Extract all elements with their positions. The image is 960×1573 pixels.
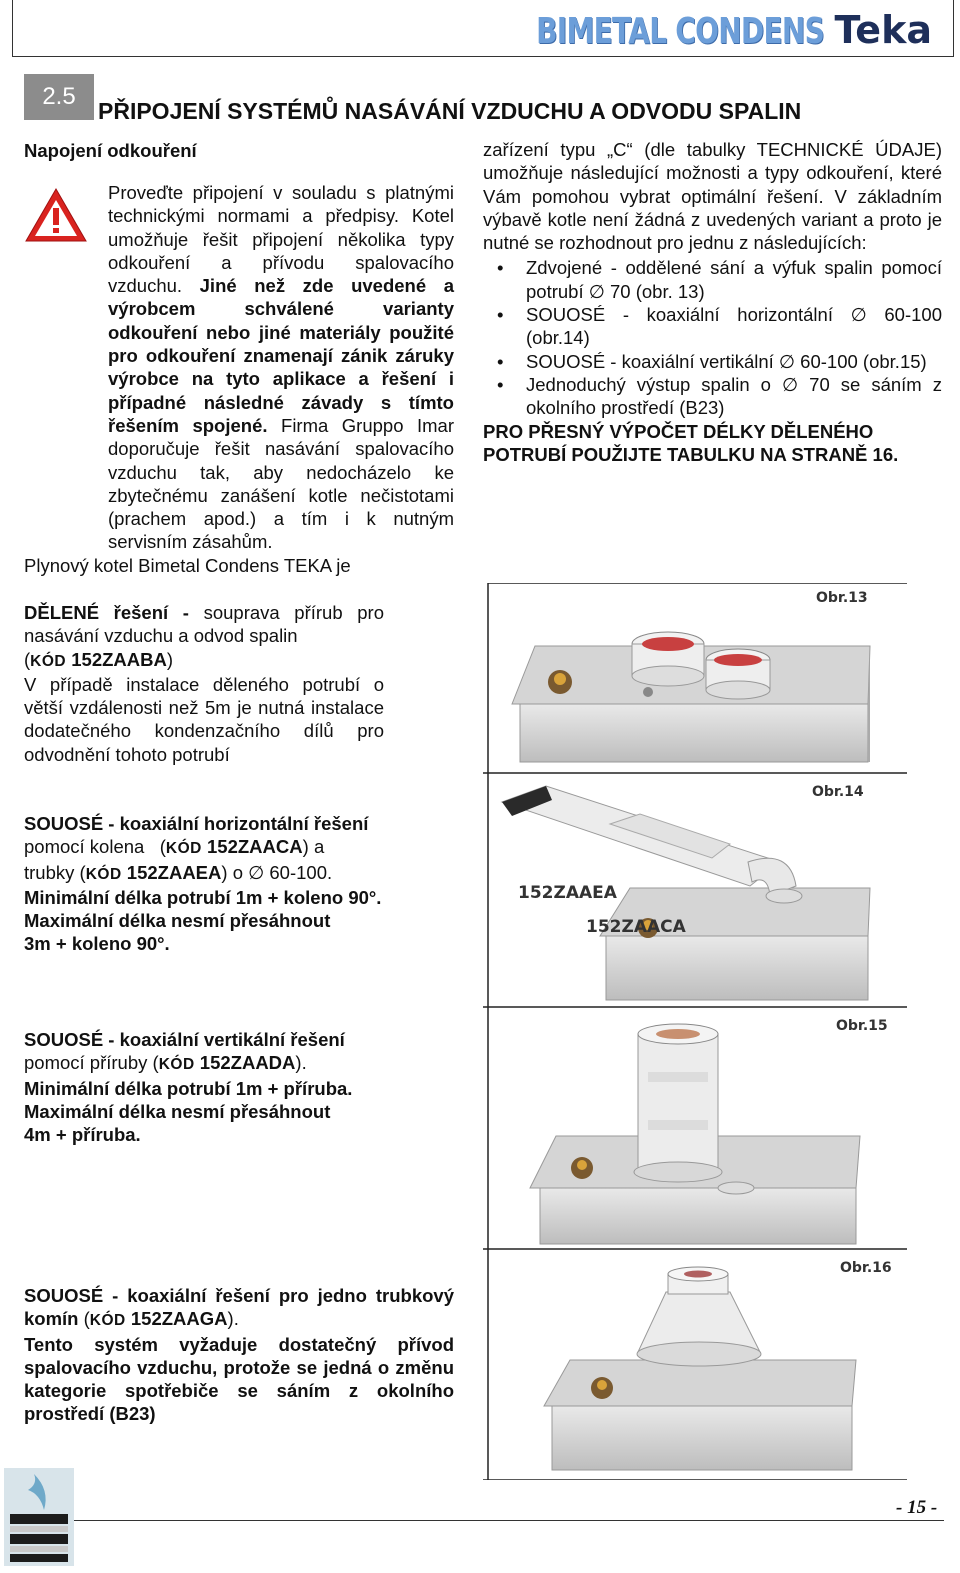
product-code: 152ZAAEA [126,861,222,883]
option-item: • Zdvojené - oddělené sání a výfuk spalin pomocí potrubí ∅ 70 (obr. 13) [483,256,942,303]
figure-obr14 [490,778,908,1004]
figure-obr13 [490,586,908,768]
calculation-note: PRO PŘESNÝ VÝPOČET DÉLKY DĚLENÉHO POTRUBÍ POUŽIJTE TABULKU NA STRANĚ 16. [483,420,899,465]
part-label-152zaaea: 152ZAAEA [518,883,617,903]
option-item: • SOUOSÉ - koaxiální vertikální ∅ 60-100 (obr.15) [483,350,942,373]
section-number: 2.5 [24,74,94,120]
product-code: 152ZAABA [71,648,167,670]
block-title: SOUOSÉ - koaxiální horizontální řešení [24,813,369,834]
options-list [483,256,942,419]
block-title: SOUOSÉ - koaxiální vertikální řešení [24,1029,345,1050]
block-vertical: SOUOSÉ - koaxiální vertikální řešení pomocí příruby (KÓD 152ZAADA). Minimální délka potrubí 1m + příruba. Maximální délka nesmí přesáhnout 4m + příruba. [24,1028,424,1146]
block-single-chimney: SOUOSÉ - koaxiální řešení pro jedno trubkový komín (KÓD 152ZAAGA). Tento systém vyžaduje dostatečný přívod spalovacího vzduchu, protože se jedná o změnu kategorie spotřebiče se sáním z okolního prostředí (B23) [24,1285,454,1425]
block-text: V případě instalace děleného potrubí o větší vzdálenosti než 5m je nutná instalace dodatečného kondenzačního dílů pro odvodnění tohoto potrubí [24,673,384,765]
option-item: • Jednoduchý výstup spalin o ∅ 70 se sáním z okolního prostředí (B23) [483,373,942,420]
footer-boiler-logo [4,1468,74,1566]
brand-logo [455,6,932,52]
option-item: • SOUOSÉ - koaxiální horizontální ∅ 60-100 (obr.14) [483,303,942,350]
intro-paragraph: Proveďte připojení v souladu s platnými technickými normami a předpisy. Kotel umožňuje řešit připojení několika typy odkouření a přívodu spalovacího vzduchu. Jiné než zde uvedené a výrobcem schválené varianty odkouření nebo jiné materiály použité pro odkouření znamenají zánik záruky výrobce na tyto aplikace a řešení i případné následné závady s tímto řešením spojené. Firma Gruppo Imar doporučuje řešit nasávání spalovacího vzduchu tak, aby nedocházelo ke zbytečnému zanášení kotle nečistotami (prachem apod.) a tím i k nutným servisním zásahům. [108,182,455,553]
block-horizontal: SOUOSÉ - koaxiální horizontální řešení pomocí kolena (KÓD 152ZAACA) a trubky (KÓD 152ZAAEA) o ∅ 60-100. Minimální délka potrubí 1m + koleno 90°. Maximální délka nesmí přesáhnout 3m + koleno 90°. [24,812,424,956]
brand-teka: Teka [834,8,932,52]
footer-rule [74,1520,944,1521]
part-label-152zaaca: 152ZAACA [586,917,686,937]
product-code: 152ZAACA [207,836,303,858]
block-title: DĚLENÉ řešení - [24,602,189,623]
figure-label: Obr.14 [812,784,864,800]
figure-obr15 [490,1012,908,1248]
block-deleni: DĚLENÉ řešení - souprava přírub pro nasávání vzduchu a odvod spalin (KÓD 152ZAABA) V případě instalace děleného potrubí o větší vzdálenosti než 5m je nutná instalace dodatečného kondenzačního dílů pro odvodnění tohoto potrubí [24,602,384,765]
right-intro: zařízení typu „C“ (dle tabulky TECHNICKÉ ÚDAJE) umožňuje následující možnosti a typy odkouření, které Vám pomohou vybrat optimální řešení. V základním výbavě kotle není žádná z uvedených variant a proto je nutné se rozhodnout pro jednu z následujících: [483,139,942,254]
brand-bimetal-condens: BIMETAL CONDENS [536,11,825,52]
right-column [483,138,942,466]
block-title: SOUOSÉ - koaxiální řešení pro jedno trubkový komín [24,1285,454,1330]
intro-text [24,181,454,577]
intro-continuation: Plynový kotel Bimetal Condens TEKA je [24,554,351,576]
figure-obr16 [490,1256,908,1476]
figure-label: Obr.13 [816,590,868,606]
product-code: 152ZAADA [199,1052,296,1074]
page-number: - 15 - [896,1497,938,1518]
figure-label: Obr.16 [840,1260,892,1276]
figure-label: Obr.15 [836,1018,888,1034]
product-code: 152ZAAGA [130,1308,228,1330]
subheading-napojeni: Napojení odkouření [24,140,197,161]
section-title: PŘIPOJENÍ SYSTÉMŮ NASÁVÁNÍ VZDUCHU A ODVODU SPALIN [98,98,802,124]
